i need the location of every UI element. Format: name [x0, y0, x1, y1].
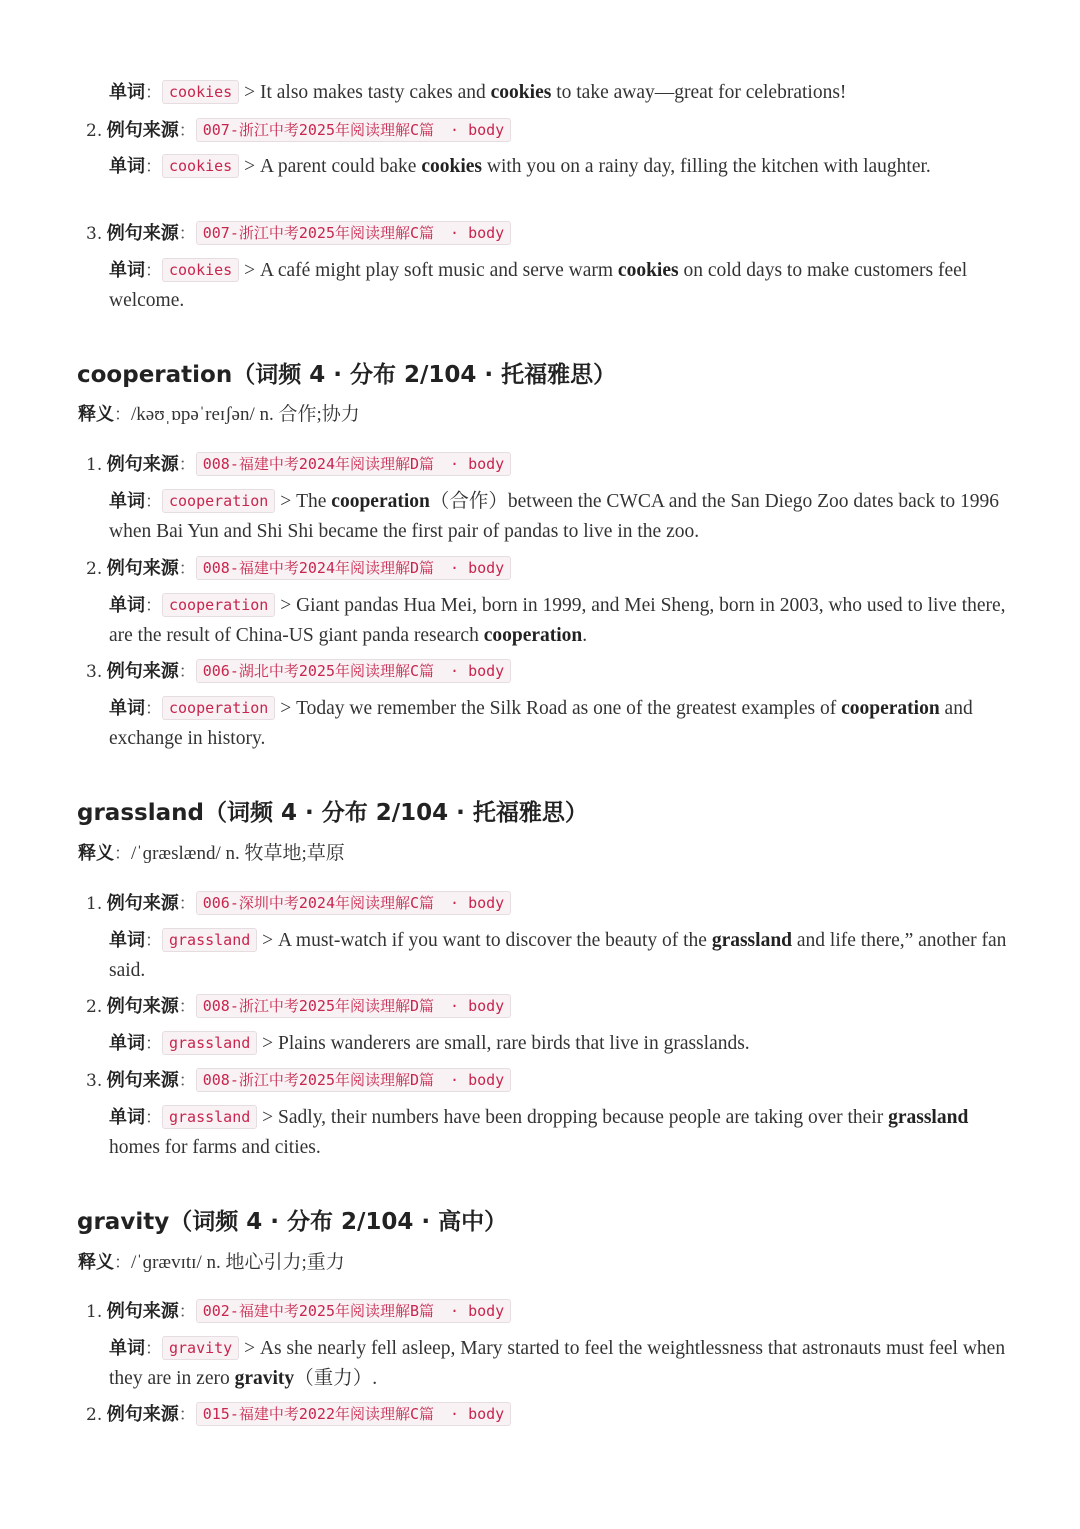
source-code-tag	[196, 221, 511, 245]
definition-label: 释义	[78, 1252, 114, 1273]
source-code-tag	[196, 1068, 511, 1092]
example-source-line	[86, 1066, 511, 1094]
source-label: 例句来源	[106, 661, 179, 682]
word-label: 单词	[109, 930, 145, 951]
label-colon: ：	[145, 83, 162, 103]
highlighted-word: gravity	[234, 1368, 295, 1389]
word-label: 单词	[109, 595, 145, 616]
highlighted-word: cooperation	[331, 491, 430, 512]
source-section: · body	[450, 894, 505, 912]
list-number: 2.	[86, 559, 103, 579]
definition-text: /ˈɡræslænd/ n. 牧草地;草原	[131, 843, 345, 864]
word-code-tag: cookies	[162, 154, 239, 178]
source-name: 007-浙江中考2025年阅读理解C篇	[202, 224, 435, 242]
label-colon: ：	[114, 1253, 131, 1273]
label-colon: ：	[145, 1034, 162, 1054]
list-number: 2.	[86, 997, 103, 1017]
definition-line	[78, 1249, 345, 1277]
sentence-text: （合作）between the CWCA and the San Diego Zoo dates back to 1996 when Bai Yun and Shi Shi became the first pair of pandas to live in the zoo.	[109, 491, 1000, 542]
highlighted-word: cookies	[617, 260, 679, 281]
word-label: 单词	[109, 1107, 145, 1128]
sentence-text: > As she nearly fell asleep, Mary started to feel the weightlessness that astronauts must feel when they are in zero	[109, 1338, 1006, 1389]
source-name: 008-浙江中考2025年阅读理解D篇	[202, 1071, 435, 1089]
word-label: 单词	[109, 82, 145, 103]
source-section: · body	[450, 1405, 505, 1423]
source-label: 例句来源	[106, 120, 179, 141]
label-colon: ：	[178, 121, 196, 141]
example-sentence	[109, 256, 1009, 316]
source-label: 例句来源	[106, 1404, 179, 1425]
sentence-text: （重力）.	[294, 1368, 378, 1389]
source-code-tag	[196, 659, 511, 683]
label-colon: ：	[178, 455, 196, 475]
word-code-tag: grassland	[162, 1105, 257, 1129]
source-name: 008-福建中考2024年阅读理解D篇	[202, 455, 435, 473]
source-label: 例句来源	[106, 893, 179, 914]
source-code-tag	[196, 452, 511, 476]
source-section: · body	[450, 1071, 505, 1089]
source-code-tag	[196, 1402, 511, 1426]
label-colon: ：	[178, 997, 196, 1017]
label-colon: ：	[114, 405, 131, 425]
definition-text: /ˈɡrævɪtɪ/ n. 地心引力;重力	[131, 1252, 345, 1273]
label-colon: ：	[114, 844, 131, 864]
entry-title: grassland（词频 4 · 分布 2/104 · 托福雅思）	[77, 800, 588, 826]
sentence-text: to take away—great for celebrations!	[551, 82, 847, 103]
label-colon: ：	[145, 1108, 162, 1128]
label-colon: ：	[145, 157, 162, 177]
word-code-tag: grassland	[162, 928, 257, 952]
highlighted-word: cookies	[421, 156, 482, 177]
example-source-line	[86, 1400, 511, 1428]
word-code-tag: cooperation	[162, 696, 275, 720]
word-label: 单词	[109, 1338, 145, 1359]
source-code-tag	[196, 118, 511, 142]
source-section: · body	[450, 224, 505, 242]
label-colon: ：	[145, 492, 162, 512]
example-sentence	[109, 1103, 1009, 1163]
word-code-tag: cookies	[162, 258, 239, 282]
source-label: 例句来源	[106, 558, 179, 579]
source-section: · body	[450, 559, 505, 577]
example-sentence	[109, 152, 1009, 182]
example-sentence	[109, 1029, 1009, 1059]
sentence-text: > A must-watch if you want to discover the beauty of the	[262, 930, 712, 951]
label-colon: ：	[145, 699, 162, 719]
sentence-text: > It also makes tasty cakes and	[244, 82, 491, 103]
source-label: 例句来源	[106, 223, 179, 244]
label-colon: ：	[178, 1302, 196, 1322]
source-name: 015-福建中考2022年阅读理解C篇	[202, 1405, 435, 1423]
example-source-line	[86, 992, 511, 1020]
label-colon: ：	[178, 224, 196, 244]
source-section: · body	[450, 662, 505, 680]
example-sentence	[109, 78, 1009, 108]
source-label: 例句来源	[106, 454, 179, 475]
highlighted-word: cooperation	[841, 698, 940, 719]
label-colon: ：	[178, 559, 196, 579]
source-code-tag	[196, 891, 511, 915]
source-code-tag	[196, 556, 511, 580]
definition-text: /kəʊˌɒpəˈreɪʃən/ n. 合作;协力	[131, 404, 360, 425]
list-number: 1.	[86, 455, 103, 475]
example-source-line	[86, 450, 511, 478]
definition-label: 释义	[78, 404, 114, 425]
source-section: · body	[450, 121, 505, 139]
source-label: 例句来源	[106, 1070, 179, 1091]
sentence-text: homes for farms and cities.	[109, 1137, 321, 1158]
highlighted-word: grassland	[711, 930, 793, 951]
label-colon: ：	[145, 1339, 162, 1359]
definition-line	[78, 840, 345, 868]
definition-line	[78, 401, 360, 429]
source-name: 002-福建中考2025年阅读理解B篇	[202, 1302, 435, 1320]
list-number: 3.	[86, 224, 103, 244]
list-number: 1.	[86, 1302, 103, 1322]
label-colon: ：	[145, 931, 162, 951]
list-number: 3.	[86, 662, 103, 682]
sentence-text: > Sadly, their numbers have been dropping because people are taking over their	[262, 1107, 889, 1128]
list-number: 2.	[86, 1405, 103, 1425]
source-section: · body	[450, 1302, 505, 1320]
label-colon: ：	[145, 596, 162, 616]
example-sentence	[109, 591, 1009, 651]
sentence-text: with you on a rainy day, filling the kitchen with laughter.	[482, 156, 931, 177]
example-sentence	[109, 926, 1009, 986]
sentence-text: > Giant pandas Hua Mei, born in 1999, and Mei Sheng, born in 2003, who used to live there, are the result of China-US giant panda research	[109, 595, 1006, 646]
word-label: 单词	[109, 260, 145, 281]
word-code-tag: cooperation	[162, 593, 275, 617]
word-code-tag: grassland	[162, 1031, 257, 1055]
source-name: 008-福建中考2024年阅读理解D篇	[202, 559, 435, 577]
source-name: 008-浙江中考2025年阅读理解D篇	[202, 997, 435, 1015]
word-label: 单词	[109, 1033, 145, 1054]
example-sentence	[109, 694, 1009, 754]
sentence-text: on cold days to make customers feel welcome.	[109, 260, 968, 311]
source-label: 例句来源	[106, 1301, 179, 1322]
word-label: 单词	[109, 156, 145, 177]
source-label: 例句来源	[106, 996, 179, 1017]
highlighted-word: grassland	[888, 1107, 969, 1128]
word-code-tag: cooperation	[162, 489, 275, 513]
sentence-text: and exchange in history.	[109, 698, 973, 749]
source-section: · body	[450, 997, 505, 1015]
source-name: 006-湖北中考2025年阅读理解C篇	[202, 662, 435, 680]
label-colon: ：	[145, 261, 162, 281]
sentence-text: > Today we remember the Silk Road as one of the greatest examples of	[280, 698, 842, 719]
source-name: 006-深圳中考2024年阅读理解C篇	[202, 894, 435, 912]
source-code-tag	[196, 1299, 511, 1323]
word-label: 单词	[109, 491, 145, 512]
entry-title: gravity（词频 4 · 分布 2/104 · 高中）	[77, 1209, 508, 1235]
list-number: 3.	[86, 1071, 103, 1091]
list-number: 2.	[86, 121, 103, 141]
example-source-line	[86, 219, 511, 247]
word-code-tag: gravity	[162, 1336, 239, 1360]
sentence-text: and life there,” another fan said.	[109, 930, 1007, 981]
label-colon: ：	[178, 1071, 196, 1091]
example-source-line	[86, 554, 511, 582]
highlighted-word: cooperation	[483, 625, 583, 646]
word-label: 单词	[109, 698, 145, 719]
example-sentence	[109, 1334, 1009, 1394]
sentence-text: > The	[280, 491, 332, 512]
label-colon: ：	[178, 894, 196, 914]
word-code-tag: cookies	[162, 80, 239, 104]
example-sentence	[109, 487, 1009, 547]
example-source-line	[86, 889, 511, 917]
source-section: · body	[450, 455, 505, 473]
definition-label: 释义	[78, 843, 114, 864]
source-name: 007-浙江中考2025年阅读理解C篇	[202, 121, 435, 139]
list-number: 1.	[86, 894, 103, 914]
sentence-text: > A parent could bake	[244, 156, 422, 177]
sentence-text: .	[582, 625, 588, 646]
highlighted-word: cookies	[490, 82, 552, 103]
example-source-line	[86, 116, 511, 144]
sentence-text: > Plains wanderers are small, rare birds that live in grasslands.	[262, 1033, 750, 1054]
sentence-text: > A café might play soft music and serve warm	[244, 260, 618, 281]
label-colon: ：	[178, 662, 196, 682]
source-code-tag	[196, 994, 511, 1018]
entry-title: cooperation（词频 4 · 分布 2/104 · 托福雅思）	[77, 362, 617, 388]
example-source-line	[86, 1297, 511, 1325]
example-source-line	[86, 657, 511, 685]
label-colon: ：	[178, 1405, 196, 1425]
